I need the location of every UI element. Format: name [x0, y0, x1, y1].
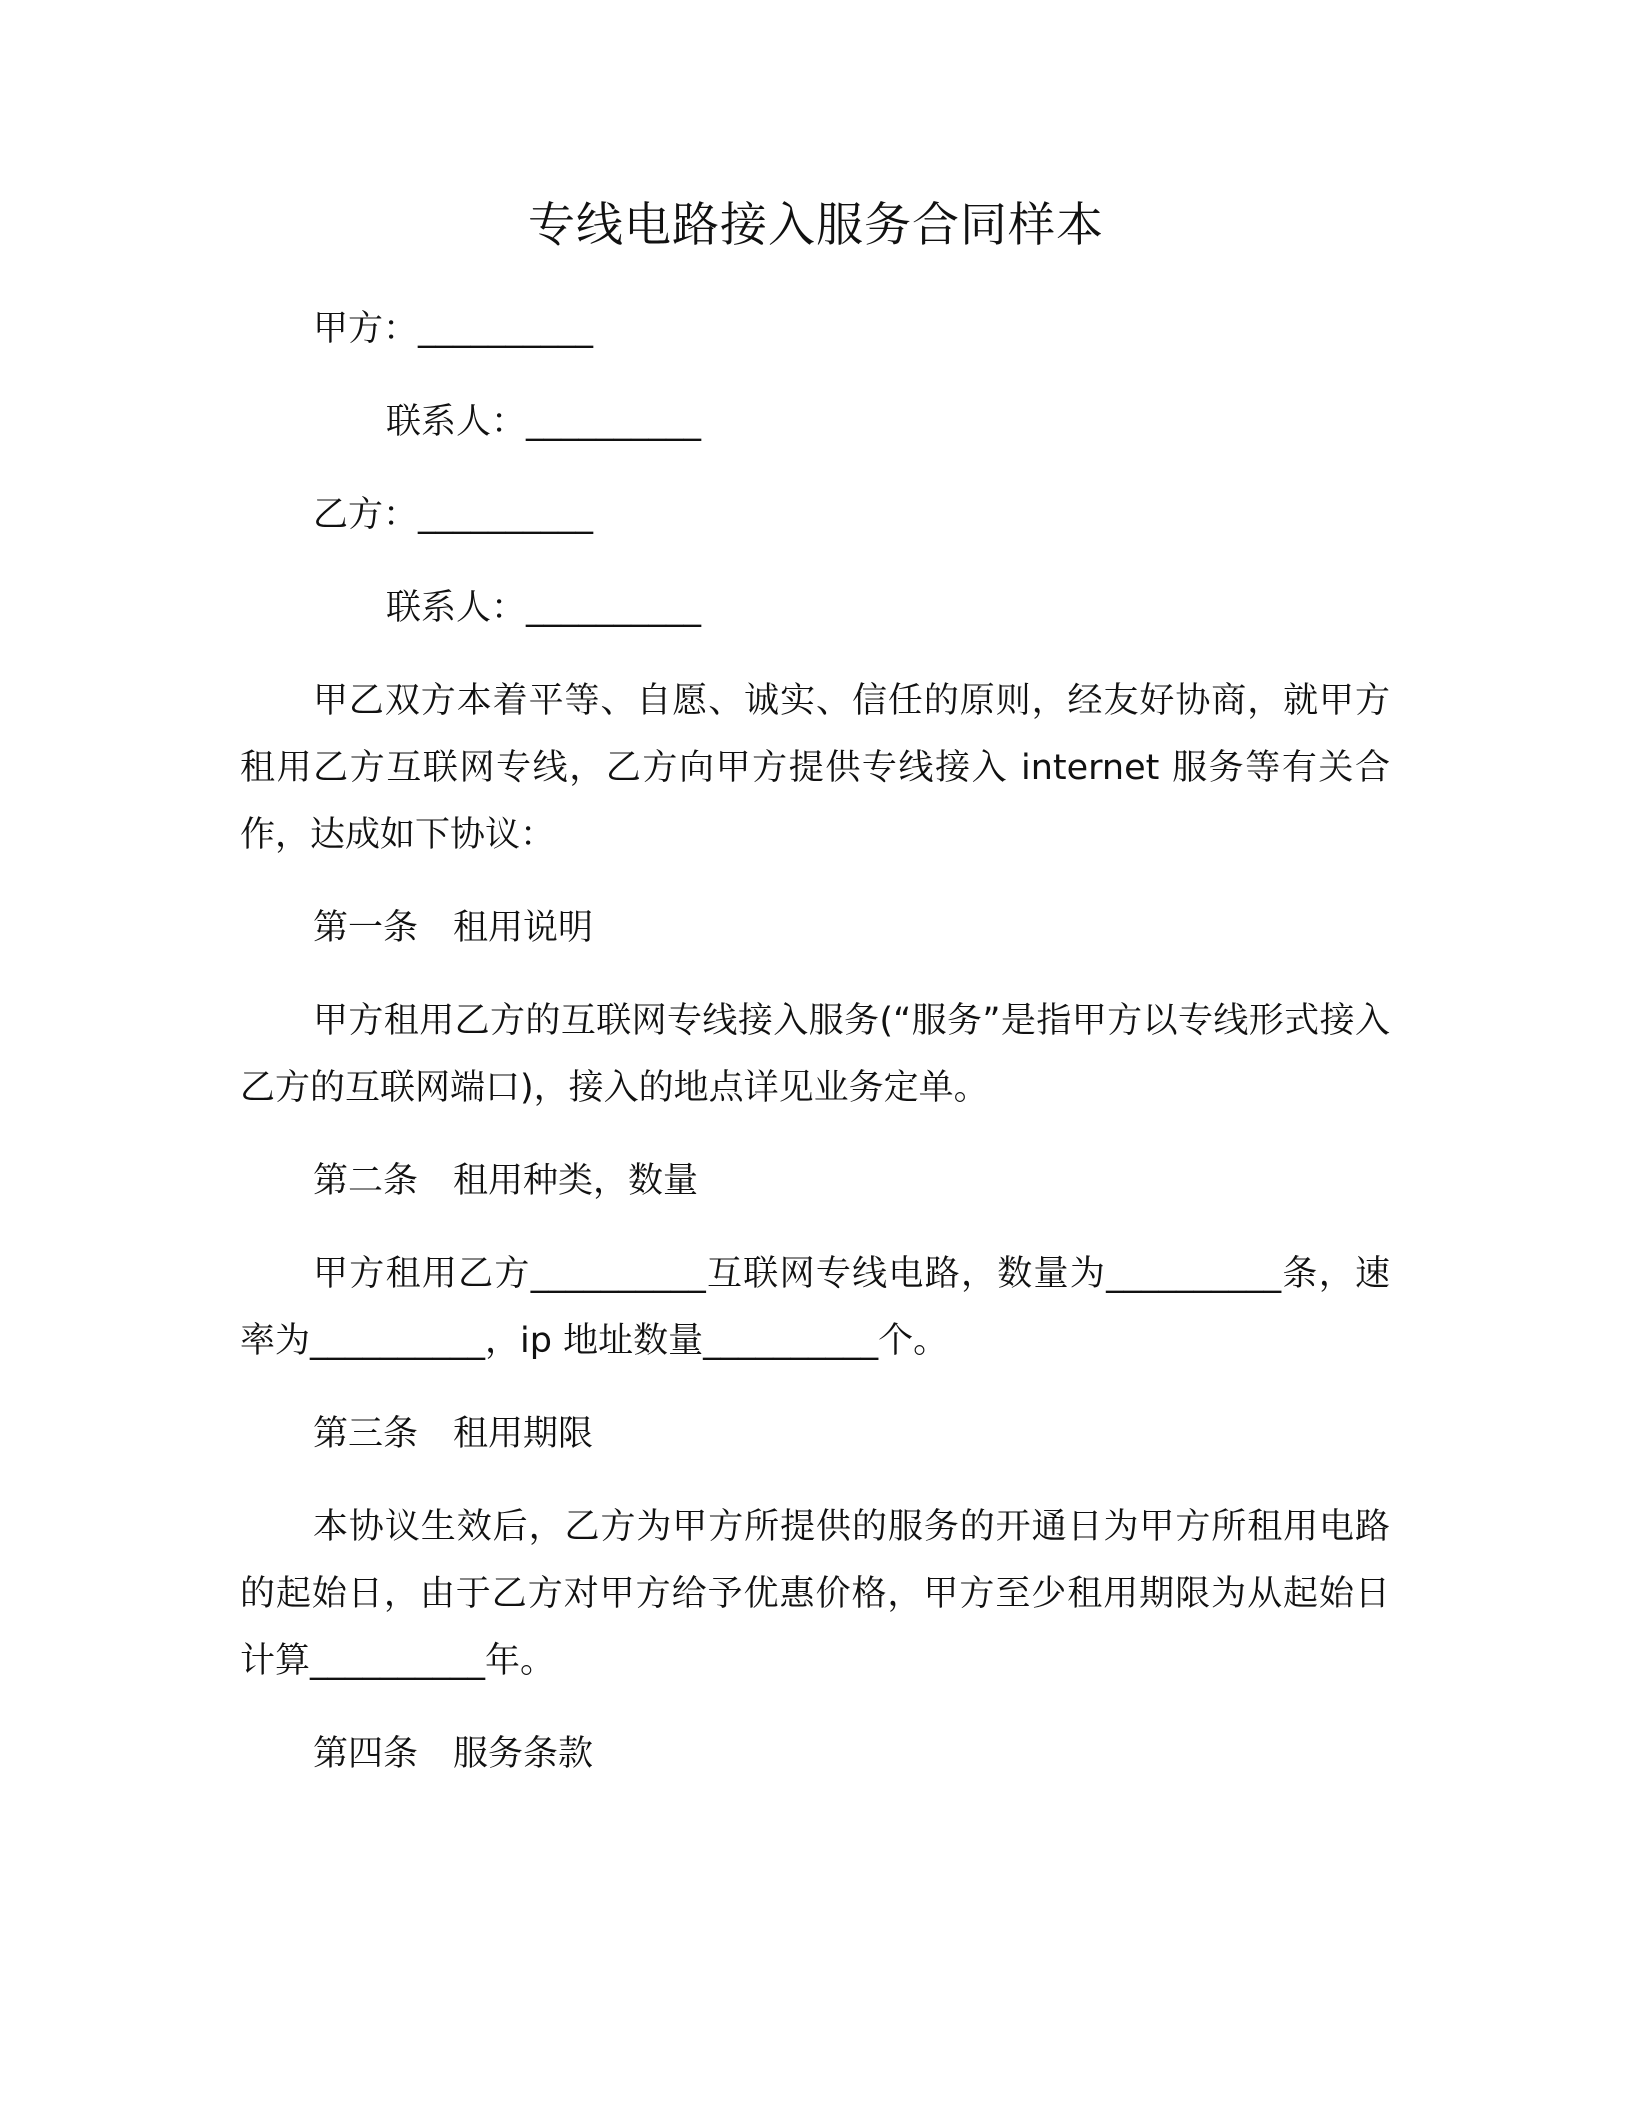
party-b-contact-line: 联系人：__________: [386, 588, 702, 628]
article-1-body: 甲方租用乙方的互联网专线接入服务(“服务”是指甲方以专线形式接入乙方的互联网端口)，接入的地点详见业务定单。: [240, 1001, 1390, 1108]
document-title: 专线电路接入服务合同样本: [528, 198, 1104, 253]
article-3-heading: 第三条 租用期限: [313, 1414, 594, 1454]
party-a-contact-line: 联系人：__________: [386, 402, 702, 442]
intro-paragraph: 甲乙双方本着平等、自愿、诚实、信任的原则，经友好协商，就甲方租用乙方互联网专线，乙方向甲方提供专线接入 internet 服务等有关合作，达成如下协议：: [240, 681, 1390, 855]
article-3-body: 本协议生效后，乙方为甲方所提供的服务的开通日为甲方所租用电路的起始日，由于乙方对甲方给予优惠价格，甲方至少租用期限为从起始日计算__________年。: [240, 1507, 1390, 1681]
article-2-body: 甲方租用乙方__________互联网专线电路，数量为__________条，速率为__________，ip 地址数量__________个。: [240, 1254, 1390, 1361]
party-b-line: 乙方：__________: [313, 495, 594, 535]
party-a-line: 甲方：__________: [313, 309, 594, 349]
article-2-heading: 第二条 租用种类，数量: [313, 1161, 699, 1201]
article-4-heading: 第四条 服务条款: [313, 1734, 594, 1774]
article-1-heading: 第一条 租用说明: [313, 908, 594, 948]
